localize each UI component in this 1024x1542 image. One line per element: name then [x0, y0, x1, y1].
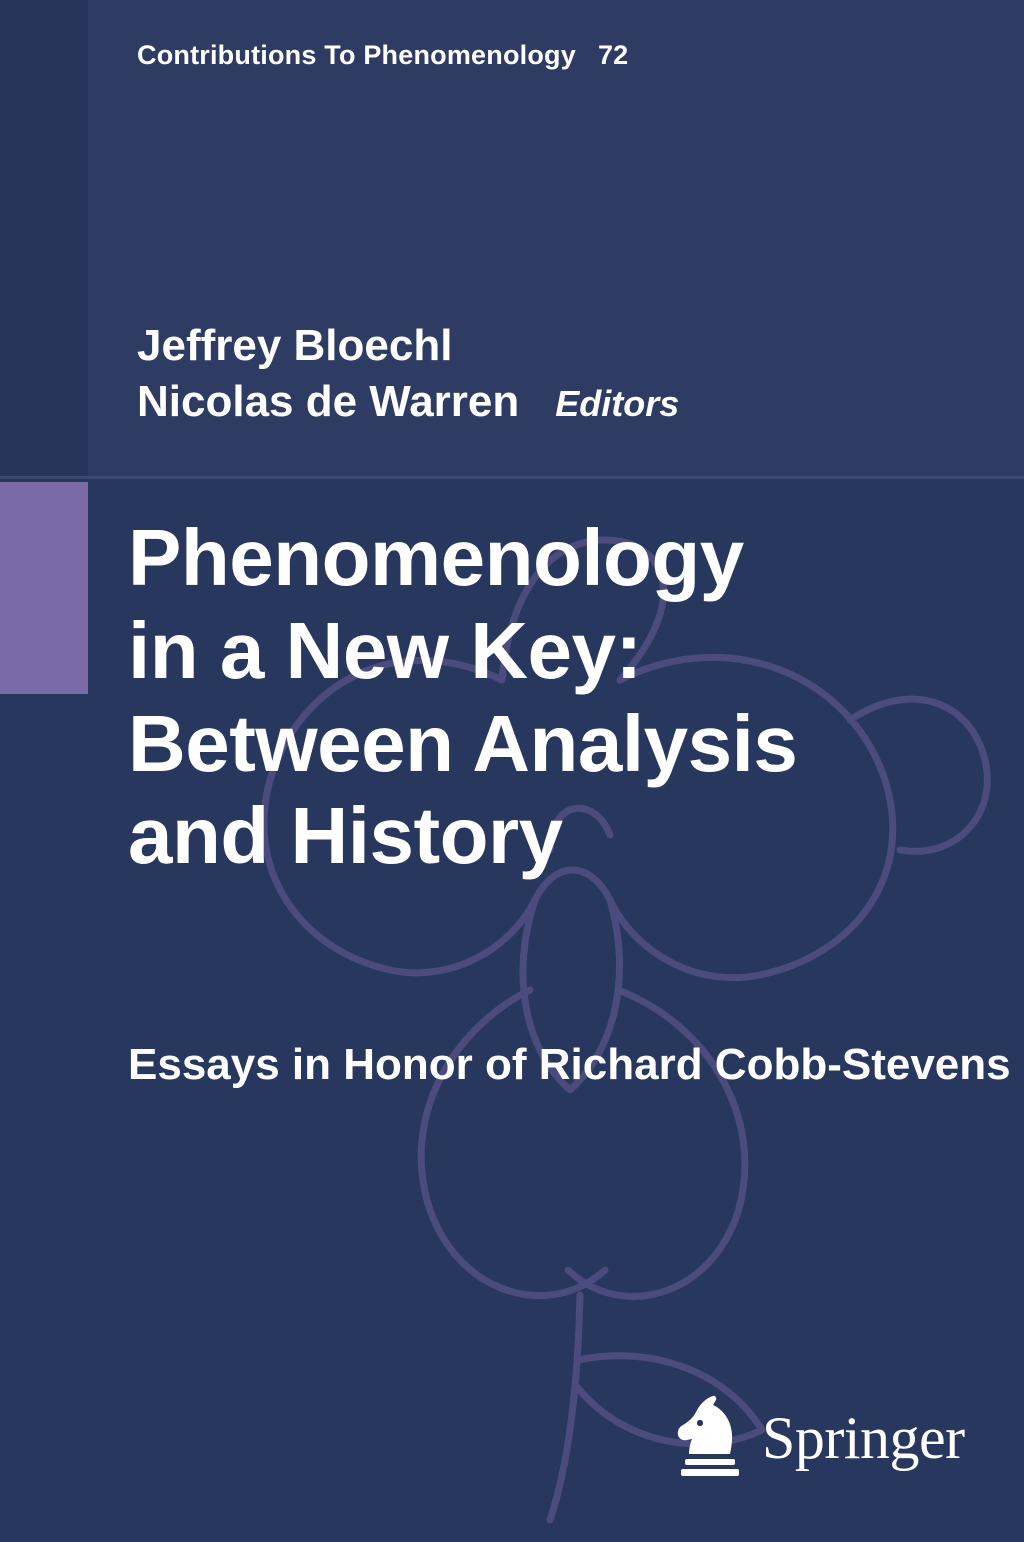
springer-knight-icon — [672, 1392, 748, 1484]
purple-accent-block — [0, 482, 88, 694]
editor-name-text: Nicolas de Warren — [137, 376, 520, 426]
editor-name — [137, 374, 679, 430]
book-title — [128, 512, 968, 883]
left-margin-strip — [0, 0, 88, 478]
series-name: Contributions To Phenomenology — [137, 40, 576, 70]
editor-name: Jeffrey Bloechl — [137, 321, 453, 370]
title-line-4: and History — [128, 791, 563, 881]
book-subtitle: Essays in Honor of Richard Cobb-Stevens — [128, 1040, 1011, 1089]
series-line — [137, 40, 628, 71]
band-divider — [0, 476, 1024, 479]
editors-block — [137, 318, 679, 430]
title-line-1: Phenomenology — [128, 513, 744, 602]
publisher-logo — [672, 1390, 965, 1486]
publisher-name: Springer — [762, 1404, 965, 1471]
title-line-3: Between Analysis — [128, 698, 798, 788]
series-volume: 72 — [597, 40, 629, 70]
editors-role-label: Editors — [555, 382, 680, 424]
title-line-2: in a New Key: — [128, 605, 642, 695]
